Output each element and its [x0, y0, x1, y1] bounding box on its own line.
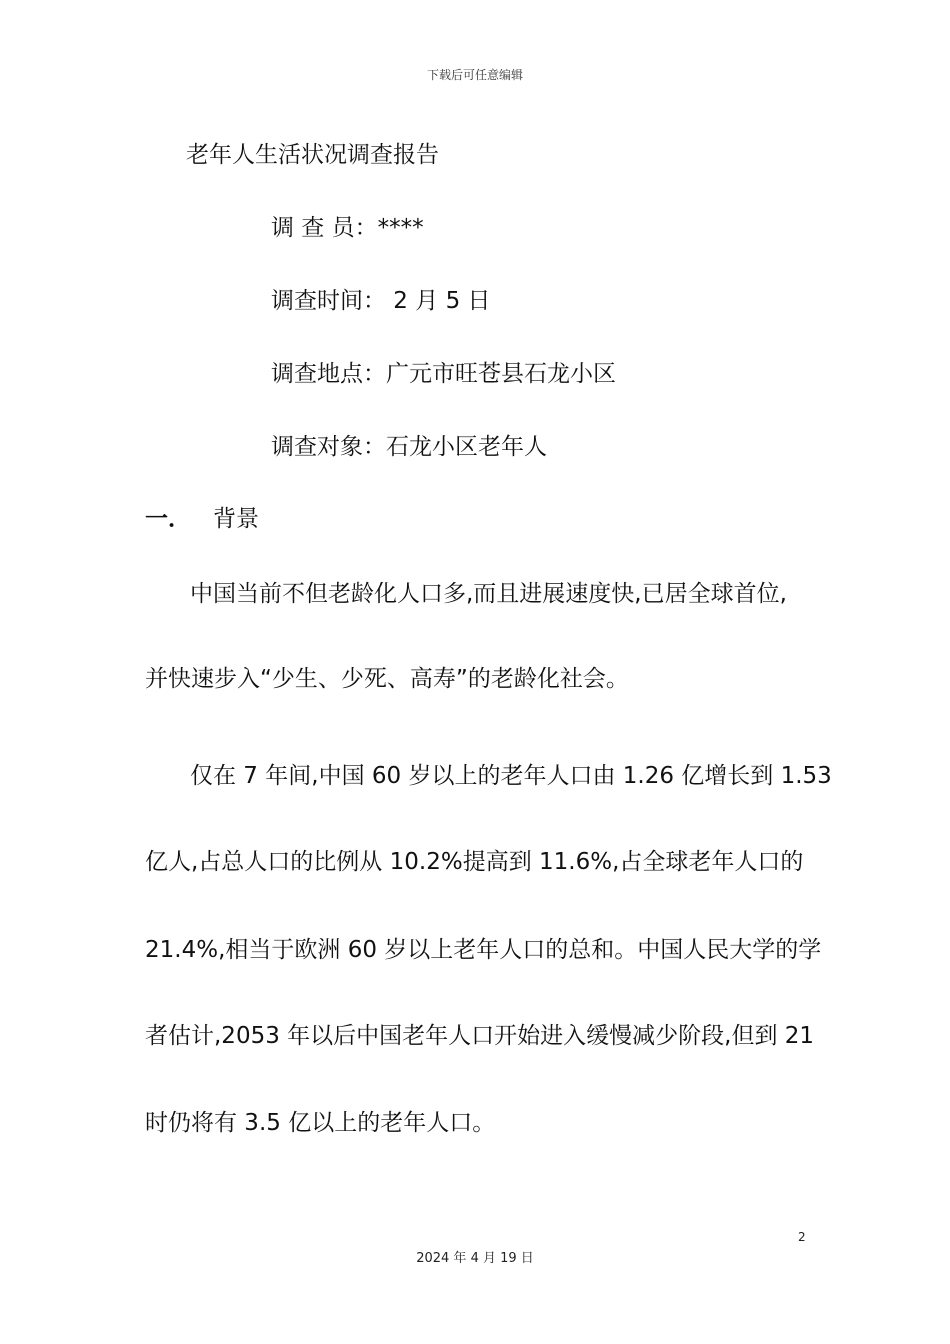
- survey-time-line: 调查时间： 2 月 5 日: [271, 288, 491, 314]
- paragraph-2-line-1: 仅在 7 年间,中国 60 岁以上的老年人口由 1.26 亿增长到 1.53: [190, 763, 832, 789]
- survey-place-line: 调查地点：广元市旺苍县石龙小区: [271, 361, 616, 387]
- section-heading-background: [145, 500, 259, 533]
- paragraph-1-line-1: 中国当前不但老龄化人口多,而且进展速度快,已居全球首位,: [190, 581, 787, 607]
- paragraph-2-line-4: 者估计,2053 年以后中国老年人口开始进入缓慢减少阶段,但到 21: [145, 1023, 815, 1049]
- section-number: 一．: [145, 506, 191, 532]
- section-title: 背景: [213, 506, 259, 532]
- paragraph-2-line-2: 亿人,占总人口的比例从 10.2%提高到 11.6%,占全球老年人口的: [145, 849, 804, 875]
- paragraph-2-line-5: 时仍将有 3.5 亿以上的老年人口。: [145, 1110, 496, 1136]
- paragraph-1-line-2: 并快速步入“少生、少死、高寿”的老龄化社会。: [145, 666, 629, 692]
- header-note: 下载后可任意编辑: [426, 68, 523, 82]
- paragraph-2-line-3: 21.4%,相当于欧洲 60 岁以上老年人口的总和。中国人民大学的学: [145, 937, 822, 963]
- investigator-line: 调 查 员：****: [271, 215, 424, 241]
- survey-subject-line: 调查对象：石龙小区老年人: [271, 434, 547, 460]
- footer-date: 2024 年 4 月 19 日: [416, 1251, 534, 1266]
- document-title: 老年人生活状况调查报告: [186, 142, 439, 168]
- page-number: 2: [798, 1230, 806, 1244]
